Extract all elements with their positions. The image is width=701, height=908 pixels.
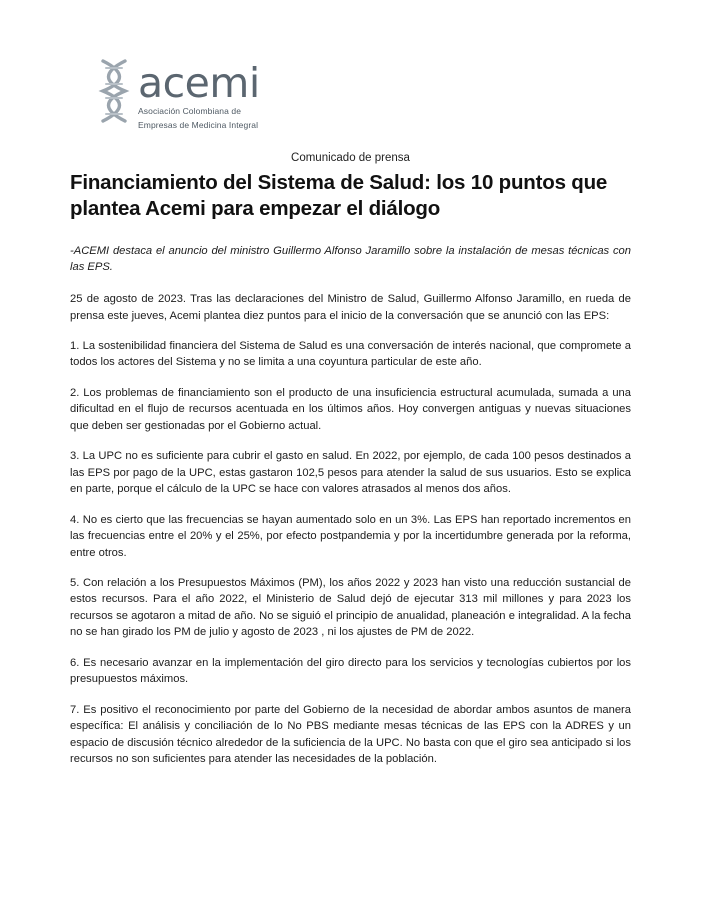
paragraph-point-6: 6. Es necesario avanzar en la implementación del giro directo para los servicios y tecnologías cubiertos por los presupuestos máximos. xyxy=(70,656,631,686)
document-lede: -ACEMI destaca el anuncio del ministro Guillermo Alfonso Jaramillo sobre la instalación de mesas técnicas con las EPS. xyxy=(70,244,631,273)
paragraph-point-3: 3. La UPC no es suficiente para cubrir el gasto en salud. En 2022, por ejemplo, de cada 100 pesos destinados a las EPS por pago de la UPC, estas gastaron 102,5 pesos para atender la salud de sus usuarios. Esto se explica en parte, porque el cálculo de la UPC se hace con valores atrasados al menos dos años. xyxy=(70,450,631,496)
logo-wordmark: acemi xyxy=(138,59,260,107)
paragraph-point-5: 5. Con relación a los Presupuestos Máximos (PM), los años 2022 y 2023 han visto una reducción sustancial de estos recursos. Para el año 2022, el Ministerio de Salud dejó de ejecutar 313 mil millones y para 2023 los recursos se agotaron a mitad de año. No se siguió el principio de anualidad, planeación e integralidad. A la fecha no se han girado los PM de julio y agosto de 2023 , ni los ajustes de PM de 2022. xyxy=(70,577,631,639)
dna-helix-icon xyxy=(92,56,136,126)
paragraph-point-1: 1. La sostenibilidad financiera del Sistema de Salud es una conversación de interés nacional, que compromete a todos los actores del Sistema y no se limita a una coyuntura particular de este año. xyxy=(70,340,631,369)
paragraph-point-7: 7. Es positivo el reconocimiento por parte del Gobierno de la necesidad de abordar ambos asuntos de manera específica: El análisis y conciliación de lo No PBS mediante mesas técnicas de las EPS con la ADRES y un espacio de discusión técnico alrededor de la suficiencia de la UPC. No basta con que el giro sea anticipado si los recursos no son suficientes para atender las necesidades de la población. xyxy=(70,703,631,766)
acemi-logo xyxy=(92,56,631,130)
logo-text xyxy=(138,56,260,130)
paragraph-point-4: 4. No es cierto que las frecuencias se hayan aumentado solo en un 3%. Las EPS han reportado incrementos en las frecuencias entre el 20% y el 25%, por efecto postpandemia y por la incertidumbre generada por la reforma, entre otros. xyxy=(70,513,631,559)
paragraph-point-2: 2. Los problemas de financiamiento son el producto de una insuficiencia estructural acumulada, sumada a una dificultad en el flujo de recursos acentuada en los últimos años. Hoy convergen antiguas y nuevas situaciones que deben ser gestionadas por el Gobierno actual. xyxy=(70,386,631,432)
paragraph-intro: 25 de agosto de 2023. Tras las declaraciones del Ministro de Salud, Guillermo Alfonso Jaramillo, en rueda de prensa este jueves, Acemi plantea diez puntos para el inicio de la conversación que se anunció con las EPS: xyxy=(70,293,631,322)
logo-subtitle-line1: Asociación Colombiana de xyxy=(138,105,242,116)
document-kicker: Comunicado de prensa xyxy=(291,152,410,165)
logo-subtitle-line2: Empresas de Medicina Integral xyxy=(138,119,259,130)
page-title: Financiamiento del Sistema de Salud: los 10 puntos que plantea Acemi para empezar el diálogo xyxy=(70,171,608,221)
